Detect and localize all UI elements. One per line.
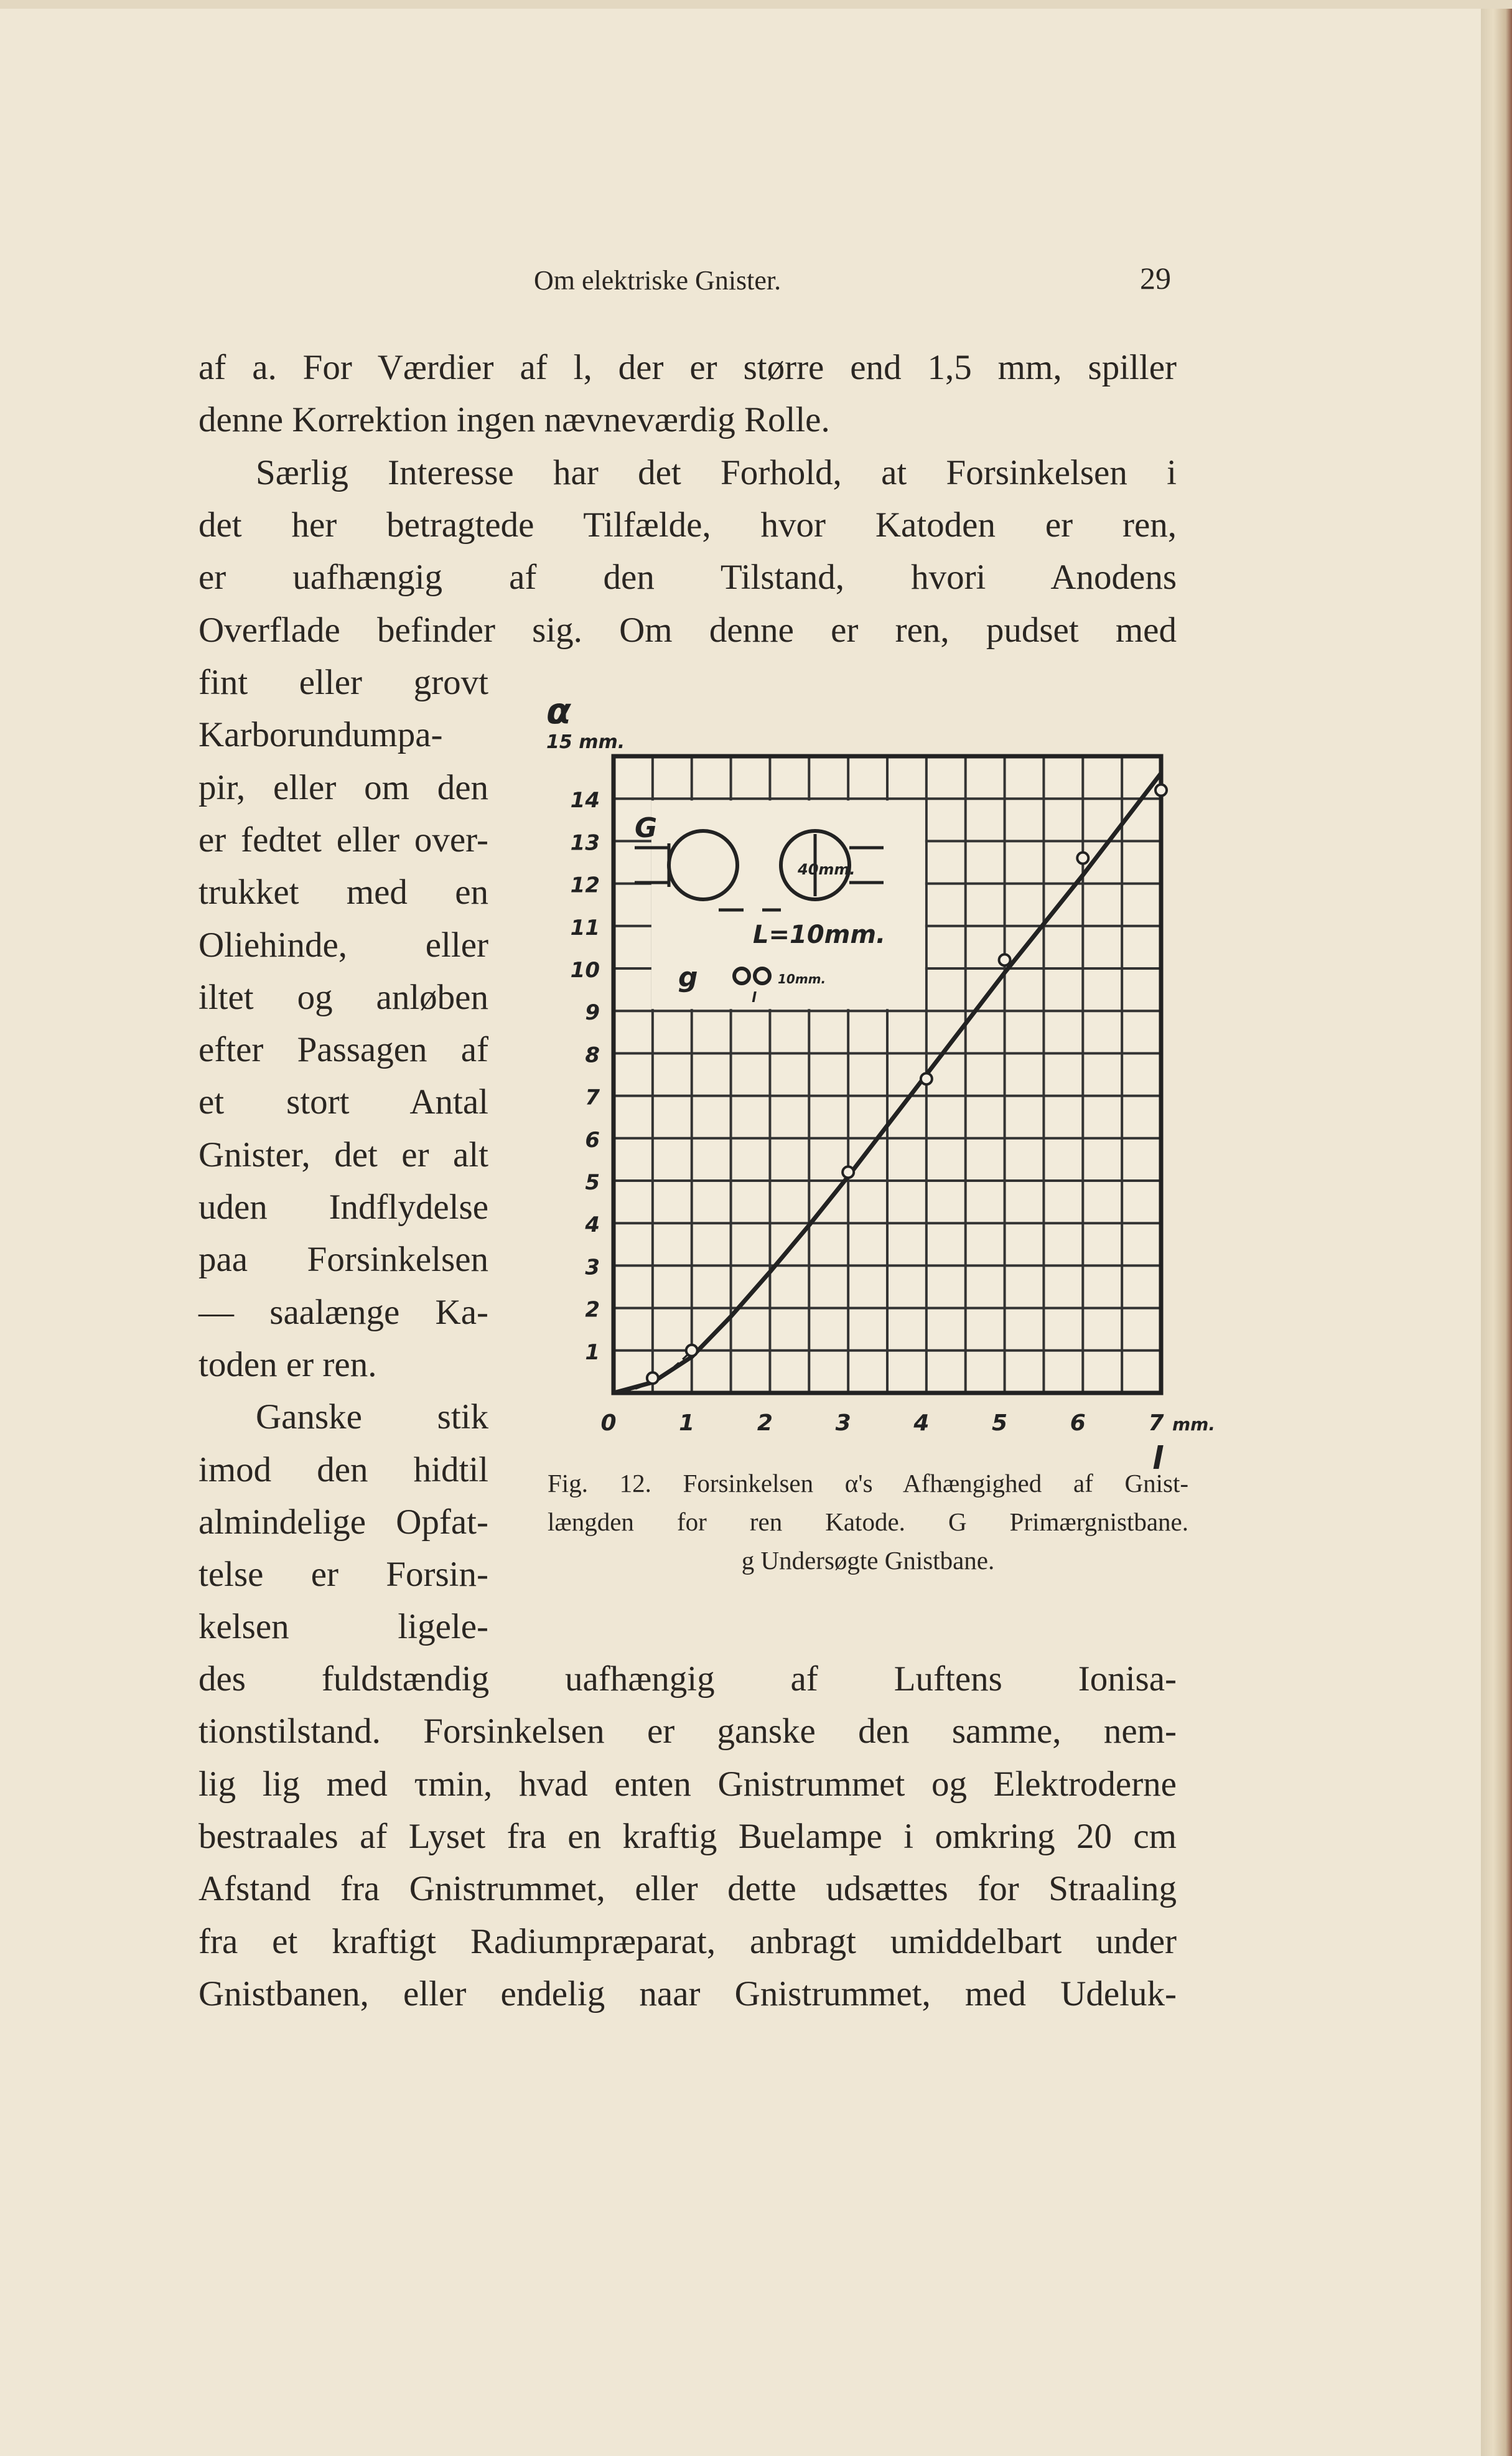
inset-diameter-label: 40mm. (798, 861, 856, 878)
page-number: 29 (1140, 261, 1171, 296)
x-unit-label: mm. (1172, 1414, 1215, 1435)
data-point (686, 1345, 698, 1356)
text-line: fint eller grovt (198, 663, 488, 702)
text-line: Gnistbanen, eller endelig naar Gnistrummet, med Udeluk- (198, 1974, 1177, 2013)
text-line: imod den hidtil (198, 1450, 488, 1489)
data-point (647, 1372, 658, 1384)
text-line: Særlig Interesse har det Forhold, at Forsinkelsen i (256, 452, 1177, 492)
x-axis-label: l (1152, 1440, 1164, 1476)
text-line: uden Indflydelse (198, 1188, 488, 1227)
y-tick-label: 6 (585, 1127, 600, 1153)
text-line: efter Passagen af (198, 1030, 488, 1070)
caption-line: længden for ren Katode. G Primærgnistbane. (548, 1507, 1188, 1536)
text-line: er fedtet eller over- (198, 820, 488, 860)
text-line: er uafhængig af den Tilstand, hvori Anodens (198, 558, 1177, 598)
y-axis-label: α (546, 690, 571, 732)
text-line: Karborundumpa- (198, 715, 443, 755)
y-tick-label: 12 (570, 873, 600, 898)
x-tick-label: 7 (1148, 1410, 1164, 1436)
text-line: Oliehinde, eller (198, 925, 488, 965)
running-title: Om elektriske Gnister. (534, 265, 782, 296)
caption-line: g Undersøgte Gnistbane. (741, 1546, 995, 1575)
y-tick-label: 8 (585, 1043, 600, 1068)
text-line: almindelige Opfat- (198, 1502, 488, 1542)
inset-gap-L-label: L=10mm. (753, 921, 886, 949)
y-tick-label: 11 (570, 915, 600, 940)
text-line: toden er ren. (198, 1344, 377, 1384)
y-tick-label: 5 (585, 1170, 600, 1195)
inset-small-diameter-label: 10mm. (778, 972, 826, 987)
inset-label-G: G (635, 812, 658, 844)
x-tick-label: 1 (679, 1410, 695, 1436)
y-tick-label: 4 (585, 1212, 600, 1238)
text-line: Overflade befinder sig. Om denne er ren, pudset med (198, 610, 1177, 650)
x-tick-label: 0 (600, 1410, 617, 1436)
text-line: det her betragtede Tilfælde, hvor Katoden er ren, (198, 505, 1177, 545)
x-tick-label: 3 (835, 1410, 851, 1436)
y-tick-label: 1 (585, 1339, 600, 1365)
y-tick-label: 7 (585, 1085, 600, 1110)
text-line: kelsen ligele- (198, 1607, 488, 1647)
text-line: iltet og anløben (198, 977, 488, 1017)
text-line: pir, eller om den (198, 767, 488, 807)
text-line: tionstilstand. Forsinkelsen er ganske den samme, nem- (198, 1712, 1177, 1751)
text-line: et stort Antal (198, 1082, 488, 1122)
data-point (1155, 785, 1167, 796)
data-point (1077, 853, 1088, 864)
text-line: Gnister, det er alt (198, 1135, 488, 1174)
text-line: — saalænge Ka- (198, 1292, 488, 1332)
x-tick-label: 4 (913, 1410, 930, 1436)
data-point (842, 1166, 854, 1178)
x-tick-label: 6 (1070, 1410, 1086, 1436)
x-tick-label: 2 (757, 1410, 773, 1436)
data-point (921, 1073, 932, 1084)
text-line: des fuldstændig uafhængig af Luftens Ionisa- (198, 1659, 1177, 1699)
text-line: bestraales af Lyset fra en kraftig Buelampe i omkring 20 cm (198, 1816, 1177, 1856)
text-line: Afstand fra Gnistrummet, eller dette udsættes for Straaling (198, 1869, 1177, 1909)
text-line: paa Forsinkelsen (198, 1240, 488, 1280)
caption-line: Fig. 12. Forsinkelsen α's Afhængighed af Gnist- (548, 1469, 1188, 1498)
x-tick-label: 5 (992, 1410, 1008, 1436)
y-tick-label: 10 (570, 958, 600, 983)
y-tick-label: 13 (570, 830, 600, 856)
text-line: telse er Forsin- (198, 1555, 488, 1595)
y-unit-label: 15 mm. (546, 731, 625, 753)
text-line: af a. For Værdier af l, der er større end 1,5 mm, spiller (198, 348, 1177, 387)
y-tick-label: 3 (585, 1255, 600, 1280)
y-tick-label: 9 (585, 1000, 600, 1026)
inset-gap-l-label: l (752, 990, 757, 1006)
text-line: Ganske stik (256, 1397, 488, 1437)
text-line: trukket med en (198, 873, 488, 912)
figure-caption (548, 1464, 1188, 1580)
text-line: fra et kraftigt Radiumpræparat, anbragt umiddelbart under (198, 1921, 1177, 1961)
inset-label-g: g (678, 962, 698, 993)
text-line: lig lig med τmin, hvad enten Gnistrummet og Elektroderne (198, 1764, 1177, 1804)
text-line: denne Korrektion ingen nævneværdig Rolle. (198, 400, 830, 440)
y-tick-label: 14 (570, 788, 600, 813)
y-tick-label: 2 (585, 1297, 600, 1323)
data-point (999, 954, 1010, 965)
